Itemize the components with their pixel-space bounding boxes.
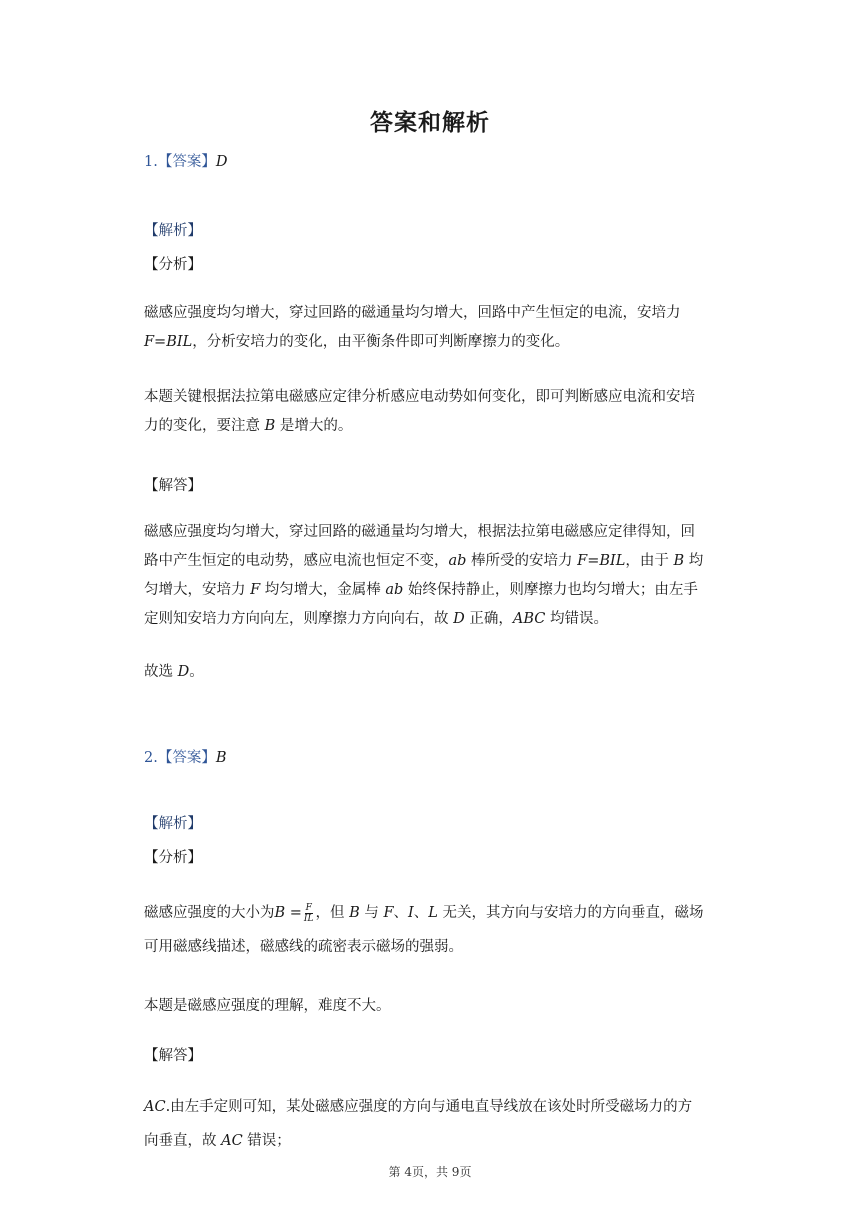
q1-answer-value: D	[215, 154, 228, 170]
q2-jieda-heading: 【解答】	[144, 1048, 202, 1064]
var-l: L	[428, 905, 438, 921]
fraction-denominator: IL	[303, 913, 314, 924]
text-span: 、	[413, 905, 429, 921]
var-ab: ab	[385, 582, 404, 598]
q2-jiexi-heading: 【解析】	[144, 816, 202, 832]
text-span: 路中产生恒定的电动势，感应电流也恒定不变，	[144, 553, 449, 569]
q1-comment-paragraph	[144, 383, 718, 441]
var-ac: AC	[221, 1133, 243, 1149]
text-span: 定则知安培力方向向左，则摩擦力方向向右，故	[144, 611, 454, 627]
q1-answer-line	[144, 150, 227, 171]
q1-comment-line-1: 本题关键根据法拉第电磁感应定律分析感应电动势如何变化，即可判断感应电流和安培	[144, 389, 695, 405]
text-span: 始终保持静止，则摩擦力也均匀增大；由左手	[403, 582, 698, 598]
q2-answer-value: B	[215, 750, 227, 766]
text-span: 均	[684, 553, 704, 569]
page-title: 答案和解析	[370, 109, 490, 136]
q1-solution-line-1: 磁感应强度均匀增大，穿过回路的磁通量均匀增大，根据法拉第电磁感应定律得知，回	[144, 524, 695, 540]
text-span: 力的变化，要注意	[144, 418, 265, 434]
page-footer: 第 4页，共 9页	[388, 1165, 472, 1179]
q1-comment-line-2	[144, 412, 718, 441]
q1-analysis-line-1: 磁感应强度均匀增大，穿过回路的磁通量均匀增大，回路中产生恒定的电流，安培力	[144, 305, 681, 321]
q2-answer-label: 2.【答案】	[144, 750, 216, 766]
text-span: 、	[393, 905, 409, 921]
text-span: 无关，其方向与安培力的方向垂直，磁场	[437, 905, 704, 921]
q1-solution-paragraph	[144, 518, 718, 634]
q2-answer-line	[144, 746, 227, 767]
text-span: ，但	[315, 905, 350, 921]
var-b: B	[673, 553, 685, 569]
text-span: .由左手定则可知，某处磁感应强度的方向与通电直导线放在该处时所受磁场力的方	[165, 1099, 693, 1115]
text-span: 。	[189, 664, 204, 680]
text-span: 磁感应强度的大小为	[144, 905, 275, 921]
text-span: 向垂直，故	[144, 1133, 222, 1149]
formula-fraction	[304, 903, 314, 924]
text-span: 是增大的。	[275, 418, 353, 434]
fraction-numerator: F	[305, 902, 312, 913]
q2-analysis-paragraph	[144, 896, 718, 964]
text-span: 正确，	[464, 611, 513, 627]
q1-fenxi-heading: 【分析】	[144, 257, 202, 273]
text-span: 棒所受的安培力	[466, 553, 578, 569]
var-d: D	[177, 664, 190, 680]
q1-analysis-paragraph	[144, 299, 718, 357]
var-ab: ab	[448, 553, 467, 569]
var-f: F	[250, 582, 261, 598]
text-span: 均匀增大，金属棒	[260, 582, 386, 598]
var-b: B	[349, 905, 360, 921]
formula-fbil: F=BIL	[577, 553, 626, 569]
q1-answer-label: 1.【答案】	[144, 154, 216, 170]
q1-jieda-heading: 【解答】	[144, 478, 202, 494]
q1-solution-line-4	[144, 605, 718, 634]
var-f: F	[383, 905, 394, 921]
q2-comment-line: 本题是磁感应强度的理解，难度不大。	[144, 998, 391, 1014]
q2-solution-line-1	[144, 1090, 718, 1124]
text-span: 匀增大，安培力	[144, 582, 251, 598]
var-abc: ABC	[512, 611, 546, 627]
var-ac: AC	[144, 1099, 166, 1115]
q2-fenxi-heading: 【分析】	[144, 850, 202, 866]
var-d: D	[453, 611, 465, 627]
var-b: B	[264, 418, 276, 434]
formula-b-equals: B =	[274, 905, 302, 921]
var-i: I	[408, 905, 414, 921]
text-span: ，分析安培力的变化，由平衡条件即可判断摩擦力的变化。	[192, 334, 570, 350]
text-span: 均错误。	[545, 611, 608, 627]
text-span: 与	[359, 905, 384, 921]
q2-solution-line-2	[144, 1124, 718, 1158]
q1-choose-line	[144, 660, 204, 681]
q1-analysis-line-2	[144, 328, 718, 357]
text-span: 故选	[144, 664, 178, 680]
text-span: ，由于	[625, 553, 674, 569]
q2-analysis-line-1	[144, 896, 718, 930]
q1-solution-line-3	[144, 576, 718, 605]
q1-solution-line-2	[144, 547, 718, 576]
q2-analysis-line-2: 可用磁感线描述，磁感线的疏密表示磁场的强弱。	[144, 939, 463, 955]
formula-fbil: F=BIL	[144, 334, 193, 350]
q1-jiexi-heading: 【解析】	[144, 223, 202, 239]
text-span: 错误；	[242, 1133, 291, 1149]
q2-solution-paragraph	[144, 1090, 718, 1158]
